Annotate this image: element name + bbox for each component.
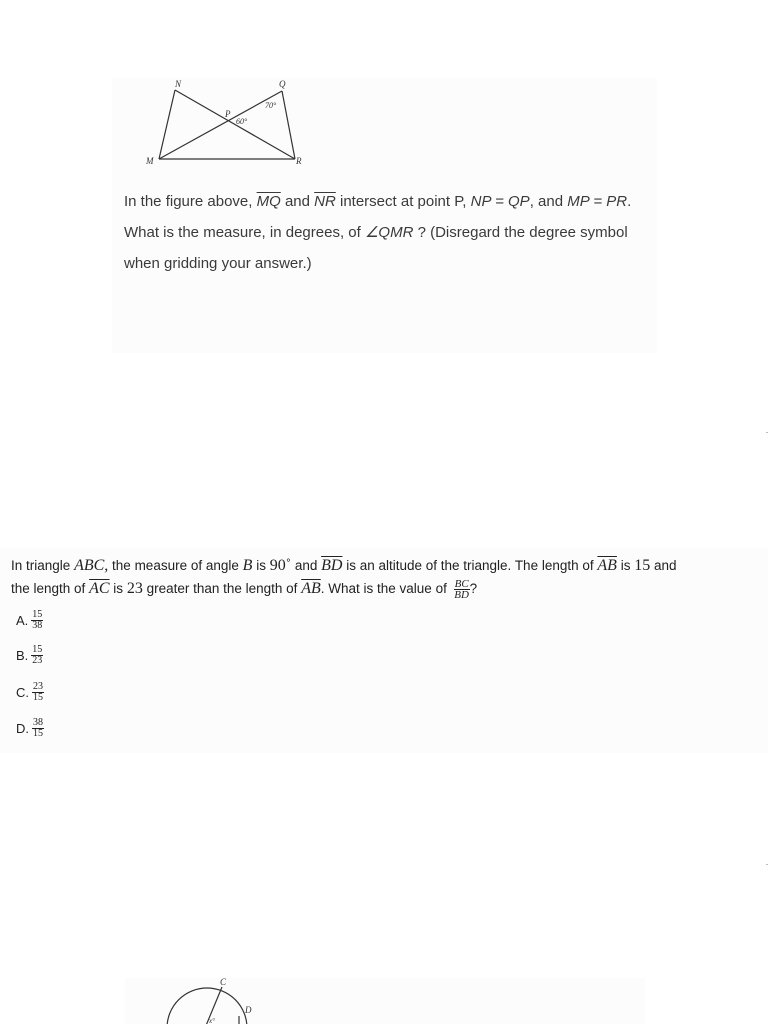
label-d: D — [245, 1005, 252, 1015]
label-m: M — [146, 156, 154, 166]
choice-letter: D. — [16, 721, 29, 736]
choice-b[interactable] — [16, 645, 43, 666]
choice-den: 15 — [33, 728, 43, 739]
label-q: Q — [279, 79, 286, 89]
q2-t2: the measure of angle — [112, 558, 239, 573]
q2-t8: the length of — [11, 581, 86, 596]
fraction-bc-bd — [454, 579, 470, 600]
choice-letter: C. — [16, 685, 29, 700]
choice-den: 38 — [32, 620, 43, 631]
q2-t3: is — [256, 558, 266, 573]
q1-and2: , and — [529, 193, 564, 210]
choice-fraction — [31, 645, 43, 666]
choice-c[interactable] — [16, 682, 44, 703]
choice-a[interactable] — [16, 610, 43, 631]
value-23: 23 — [126, 580, 143, 597]
q2-t10: greater than the length of — [146, 581, 298, 596]
q2-t6: is — [620, 558, 631, 573]
q2-t4: and — [294, 558, 318, 573]
choice-fraction — [32, 718, 44, 739]
angle-b: B — [242, 557, 253, 574]
q2-t7: and — [653, 558, 677, 573]
choice-den: 23 — [32, 655, 43, 666]
q1-question: . What is the measure, in degrees, of — [124, 193, 632, 241]
choice-letter: A. — [16, 613, 29, 628]
label-angle-70: 70° — [265, 101, 277, 110]
label-c: C — [220, 977, 227, 987]
segment-bd: $\overline{BD}$ — [321, 557, 343, 574]
choice-num: 15 — [32, 644, 43, 655]
choice-fraction — [32, 682, 44, 703]
choice-letter: B. — [16, 648, 29, 663]
choice-fraction — [31, 610, 43, 631]
choice-num: 15 — [32, 609, 43, 620]
frac-num: BC — [454, 577, 469, 590]
q2-t9: is — [113, 581, 124, 596]
value-15: 15 — [634, 557, 651, 574]
label-angle-60: 60° — [236, 117, 248, 126]
segment-ab-2: $\overline{AB}$ — [301, 580, 321, 597]
choice-d[interactable] — [16, 718, 44, 739]
q1-mid: intersect at point P, — [340, 193, 467, 210]
ninety-degrees: 90˚ — [269, 557, 292, 574]
question-1-text — [124, 186, 644, 279]
label-r: R — [296, 156, 302, 166]
choice-num: 23 — [33, 681, 43, 692]
choice-num: 38 — [33, 717, 43, 728]
triangle-abc: ABC, — [74, 557, 109, 574]
q1-intro: In the figure above, — [124, 193, 253, 210]
q2-t12: ? — [469, 581, 478, 596]
label-p: P — [225, 109, 231, 119]
q1-and: and — [284, 193, 310, 210]
segment-nr: $\overline{NR}$ — [314, 193, 336, 210]
equation-np-qp: NP = QP — [470, 193, 530, 210]
q2-t5: is an altitude of the triangle. The length of — [346, 558, 594, 573]
q2-t11: . What is the value of — [320, 581, 447, 596]
question-2-text — [11, 554, 768, 600]
label-x: x° — [209, 1017, 215, 1024]
figure-intersecting-segments — [144, 76, 314, 172]
frac-den: BD — [454, 588, 469, 601]
segment-ab: $\overline{AB}$ — [597, 557, 617, 574]
figure-circle — [160, 972, 270, 1024]
q2-t1: In triangle — [11, 558, 71, 573]
angle-qmr: ∠QMR — [364, 224, 414, 241]
choice-den: 15 — [33, 692, 43, 703]
label-n: N — [175, 79, 182, 89]
segment-mq: $\overline{MQ}$ — [256, 193, 281, 210]
equation-mp-pr: MP = PR — [567, 193, 628, 210]
q1-end: ? (Disregard the degree symbol when gridding your answer.) — [124, 224, 628, 272]
segment-ac: $\overline{AC}$ — [89, 580, 110, 597]
